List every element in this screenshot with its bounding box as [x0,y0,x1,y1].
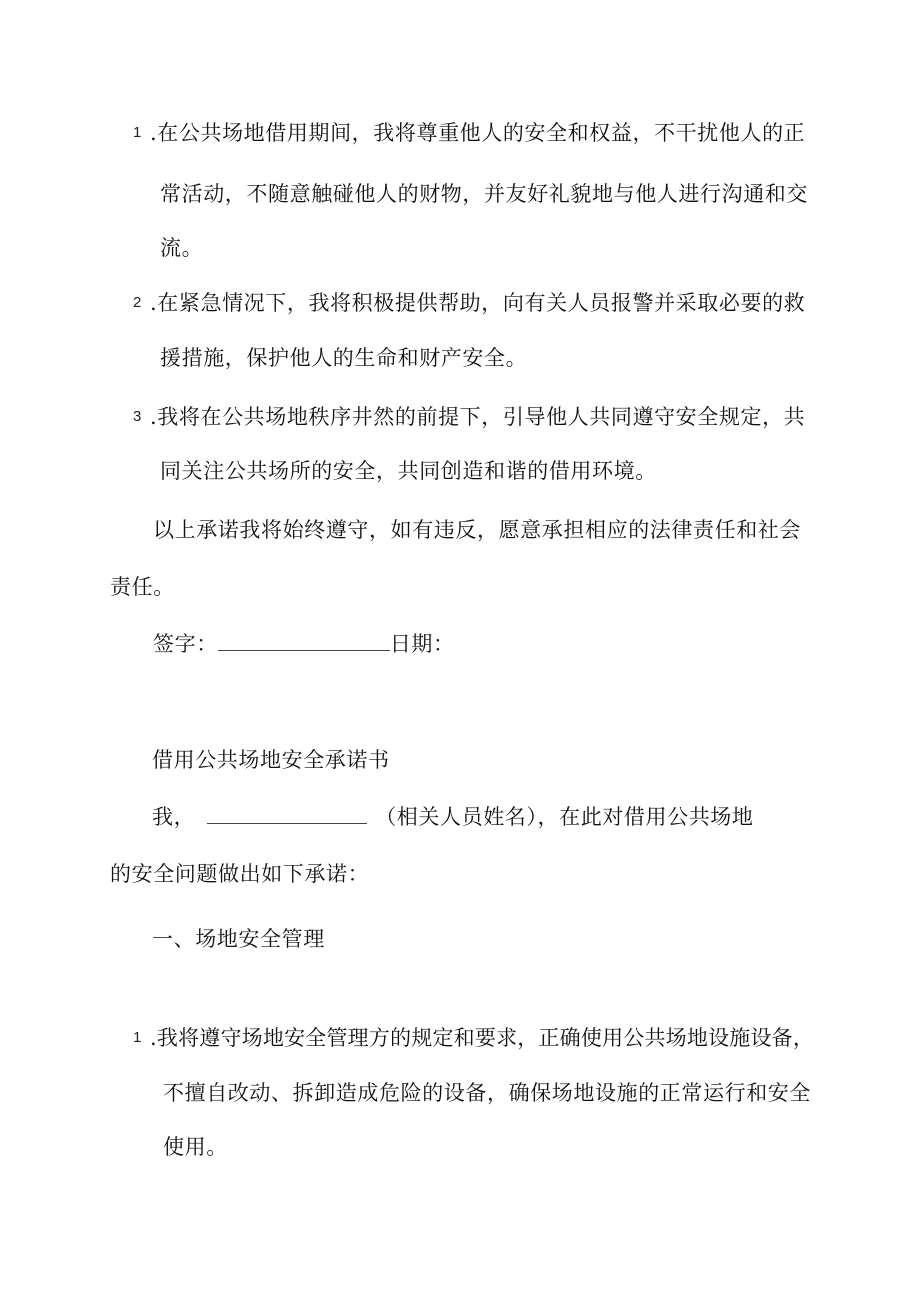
item-line: .我将遵守场地安全管理方的规定和要求，正确使用公共场地设施设备， [150,1026,815,1050]
document-title: 借用公共场地安全承诺书 [152,748,390,772]
item-number: 1 [133,124,142,141]
item-number: 3 [133,408,142,425]
intro-line: 的安全问题做出如下承诺： [110,862,370,886]
signature-blank [218,649,390,651]
item-line: 同关注公共场所的安全，共同创造和谐的借用环境。 [160,459,657,483]
item-line: 援措施，保护他人的生命和财产安全。 [160,346,528,370]
item-line: 常活动，不随意触碰他人的财物，并友好礼貌地与他人进行沟通和交 [160,182,808,206]
item-line: .在紧急情况下，我将积极提供帮助，向有关人员报警并采取必要的救 [150,291,806,315]
intro-suffix: （相关人员姓名），在此对借用公共场地 [375,805,754,829]
signature-row [153,628,455,658]
item-line: .我将在公共场地秩序井然的前提下，引导他人共同遵守安全规定，共 [150,405,806,429]
item-number: 1 [133,1029,142,1046]
closing-line: 责任。 [110,575,175,599]
name-blank [207,822,367,824]
intro-prefix: 我， [152,805,196,829]
section-heading: 一、场地安全管理 [152,927,325,951]
item-line: 流。 [160,236,204,260]
date-label: 日期： [389,632,455,656]
intro-line [152,801,754,831]
item-line: 使用。 [163,1135,228,1159]
item-line: .在公共场地借用期间，我将尊重他人的安全和权益，不干扰他人的正 [150,121,806,145]
signature-label: 签字： [153,632,218,656]
item-number: 2 [133,294,142,311]
closing-line: 以上承诺我将始终遵守，如有违反，愿意承担相应的法律责任和社会 [153,518,801,542]
item-line: 不擅自改动、拆卸造成危险的设备，确保场地设施的正常运行和安全 [163,1081,811,1105]
